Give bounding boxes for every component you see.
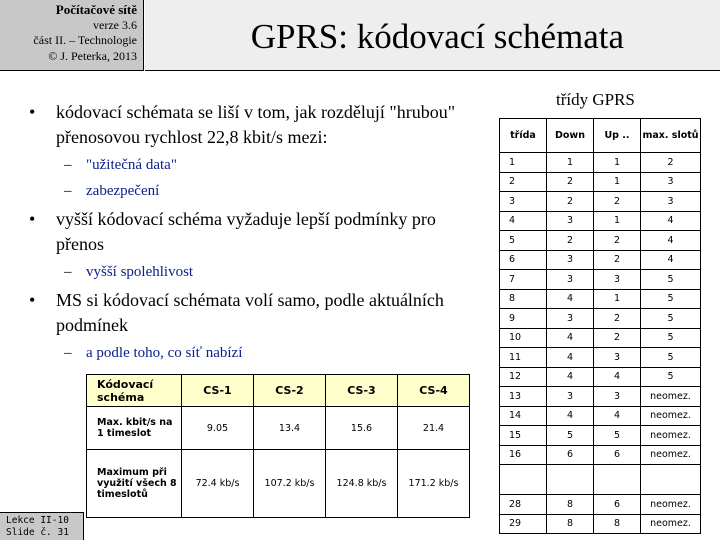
table-cell: 12 xyxy=(500,367,547,387)
table-cell: 3 xyxy=(641,172,701,192)
bullet-text: MS si kódovací schémata volí samo, podle aktuálních podmínek xyxy=(56,290,444,335)
column-header: Down xyxy=(547,119,594,153)
bullet-dot-icon: • xyxy=(29,102,36,122)
table-cell: neomez. xyxy=(641,426,701,446)
table-cell: 2 xyxy=(594,309,641,329)
table-row xyxy=(500,406,701,426)
bullet-text: kódovací schémata se liší v tom, jak rozdělují "hrubou" přenosovou rychlost 22,8 kbit/s mezi: xyxy=(56,102,456,147)
table-cell: 5 xyxy=(641,348,701,368)
table-cell: 4 xyxy=(547,348,594,368)
table-row xyxy=(500,445,701,465)
gprs-class-table xyxy=(499,118,701,534)
table-cell: 5 xyxy=(641,328,701,348)
column-header: Up .. xyxy=(594,119,641,153)
table-row xyxy=(500,309,701,329)
cs-row-header: Max. kbit/s na 1 timeslot xyxy=(87,407,182,450)
bullet-dot-icon: • xyxy=(29,290,36,310)
table-cell: 9 xyxy=(500,309,547,329)
sub-bullet-text: "užitečná data" xyxy=(86,157,177,173)
table-cell: 4 xyxy=(547,289,594,309)
table-cell: 3 xyxy=(641,192,701,212)
table-cell: neomez. xyxy=(641,387,701,407)
table-cell: 1 xyxy=(594,153,641,173)
cs-cell: 9.05 xyxy=(182,407,254,450)
table-row xyxy=(500,192,701,212)
cs-cell: 124.8 kb/s xyxy=(326,450,398,518)
bullet-text: vyšší kódovací schéma vyžaduje lepší podmínky pro přenos xyxy=(56,209,436,254)
table-row xyxy=(500,495,701,515)
sub-bullet-item xyxy=(26,262,466,283)
table-cell: 2 xyxy=(641,153,701,173)
table-cell: 4 xyxy=(547,328,594,348)
bullet-list xyxy=(26,100,466,369)
table-cell: 16 xyxy=(500,445,547,465)
table-cell: 3 xyxy=(547,270,594,290)
table-row xyxy=(500,172,701,192)
cs-cell: 15.6 xyxy=(326,407,398,450)
table-cell: 2 xyxy=(594,250,641,270)
table-cell: 1 xyxy=(594,289,641,309)
table-row xyxy=(500,367,701,387)
cs-column-header: CS-2 xyxy=(254,375,326,407)
bullet-item xyxy=(26,100,466,150)
bullet-dot-icon: • xyxy=(29,209,36,229)
course-name: Počítačové sítě xyxy=(55,2,137,17)
cs-cell: 13.4 xyxy=(254,407,326,450)
table-cell: 3 xyxy=(594,270,641,290)
table-row xyxy=(500,514,701,534)
part-label: část II. – Technologie xyxy=(33,33,137,47)
table-cell: 8 xyxy=(547,495,594,515)
cs-column-header: CS-3 xyxy=(326,375,398,407)
lecture-label: Lekce II-10 xyxy=(6,515,69,526)
table-cell xyxy=(594,465,641,495)
table-cell: 3 xyxy=(547,387,594,407)
sub-bullet-item xyxy=(26,343,466,364)
sub-bullet-text: a podle toho, co síť nabízí xyxy=(86,345,243,361)
table-cell: 6 xyxy=(500,250,547,270)
table-cell: 4 xyxy=(547,406,594,426)
version-label: verze 3.6 xyxy=(93,17,137,32)
table-cell: 5 xyxy=(547,426,594,446)
table-cell: 5 xyxy=(641,289,701,309)
column-header: třída xyxy=(500,119,547,153)
cs-cell: 21.4 xyxy=(398,407,470,450)
table-cell: 1 xyxy=(594,172,641,192)
table-cell: 2 xyxy=(547,172,594,192)
cs-corner-header: Kódovací schéma xyxy=(87,375,182,407)
table-cell: 3 xyxy=(547,309,594,329)
table-cell: 4 xyxy=(500,211,547,231)
table-cell: 5 xyxy=(594,426,641,446)
table-cell: 2 xyxy=(500,172,547,192)
table-cell xyxy=(547,465,594,495)
table-cell: 7 xyxy=(500,270,547,290)
copyright-label: © J. Peterka, 2013 xyxy=(48,48,137,63)
table-cell: 5 xyxy=(641,367,701,387)
sub-bullet-item xyxy=(26,181,466,202)
slide-number-label: Slide č. 31 xyxy=(6,527,69,538)
table-row xyxy=(500,153,701,173)
table-cell: 5 xyxy=(500,231,547,251)
table-cell: 11 xyxy=(500,348,547,368)
slide-title: GPRS: kódovací schémata xyxy=(250,17,624,56)
table-cell: 14 xyxy=(500,406,547,426)
table-row xyxy=(500,211,701,231)
table-cell: neomez. xyxy=(641,445,701,465)
table-cell: 3 xyxy=(500,192,547,212)
table-cell: 2 xyxy=(594,192,641,212)
table-row xyxy=(500,250,701,270)
table-cell xyxy=(500,465,547,495)
table-cell: 6 xyxy=(594,445,641,465)
column-header: max. slotů xyxy=(641,119,701,153)
table-cell: 4 xyxy=(594,367,641,387)
table-cell: 1 xyxy=(500,153,547,173)
cs-column-header: CS-1 xyxy=(182,375,254,407)
table-cell: 4 xyxy=(641,250,701,270)
table-cell: 5 xyxy=(641,309,701,329)
table-row xyxy=(500,231,701,251)
table-cell: 4 xyxy=(641,231,701,251)
table-cell: 8 xyxy=(547,514,594,534)
bullet-item xyxy=(26,288,466,338)
course-info-box xyxy=(0,0,144,71)
table-row xyxy=(500,348,701,368)
table-header-row xyxy=(500,119,701,153)
cs-row-header: Maximum při využití všech 8 timeslotů xyxy=(87,450,182,518)
table-cell: 8 xyxy=(594,514,641,534)
table-cell: neomez. xyxy=(641,406,701,426)
table-cell: 6 xyxy=(547,445,594,465)
table-cell: 2 xyxy=(594,231,641,251)
table-cell: 2 xyxy=(547,231,594,251)
table-cell: 29 xyxy=(500,514,547,534)
table-cell: 4 xyxy=(641,211,701,231)
cs-cell: 72.4 kb/s xyxy=(182,450,254,518)
table-row xyxy=(500,270,701,290)
table-cell: 10 xyxy=(500,328,547,348)
table-cell: 6 xyxy=(594,495,641,515)
cs-cell: 107.2 kb/s xyxy=(254,450,326,518)
sub-bullet-item xyxy=(26,155,466,176)
table-cell: 1 xyxy=(547,153,594,173)
table-row xyxy=(500,426,701,446)
table-cell: 2 xyxy=(594,328,641,348)
table-cell: 1 xyxy=(594,211,641,231)
sub-bullet-text: zabezpečení xyxy=(86,183,160,199)
table-row xyxy=(500,328,701,348)
table-cell: 8 xyxy=(500,289,547,309)
table-cell: 28 xyxy=(500,495,547,515)
table-cell: 5 xyxy=(641,270,701,290)
table-cell: 3 xyxy=(547,250,594,270)
dash-icon: – xyxy=(64,345,72,361)
slide-footer xyxy=(0,512,84,540)
table-cell: neomez. xyxy=(641,514,701,534)
table-cell: 3 xyxy=(594,387,641,407)
table-cell xyxy=(641,465,701,495)
table-cell: neomez. xyxy=(641,495,701,515)
table-cell: 3 xyxy=(547,211,594,231)
dash-icon: – xyxy=(64,183,72,199)
table-cell: 2 xyxy=(547,192,594,212)
table-cell: 4 xyxy=(594,406,641,426)
table-cell: 15 xyxy=(500,426,547,446)
title-bar xyxy=(145,0,720,71)
table-cell: 4 xyxy=(547,367,594,387)
sub-bullet-text: vyšší spolehlivost xyxy=(86,264,194,280)
table-row xyxy=(500,289,701,309)
table-cell: 13 xyxy=(500,387,547,407)
table-row xyxy=(500,387,701,407)
table-row-gap xyxy=(500,465,701,495)
table-cell: 3 xyxy=(594,348,641,368)
bullet-item xyxy=(26,207,466,257)
dash-icon: – xyxy=(64,264,72,280)
coding-scheme-table xyxy=(86,374,470,518)
dash-icon: – xyxy=(64,157,72,173)
cs-column-header: CS-4 xyxy=(398,375,470,407)
cs-cell: 171.2 kb/s xyxy=(398,450,470,518)
gprs-table-title: třídy GPRS xyxy=(556,90,635,109)
